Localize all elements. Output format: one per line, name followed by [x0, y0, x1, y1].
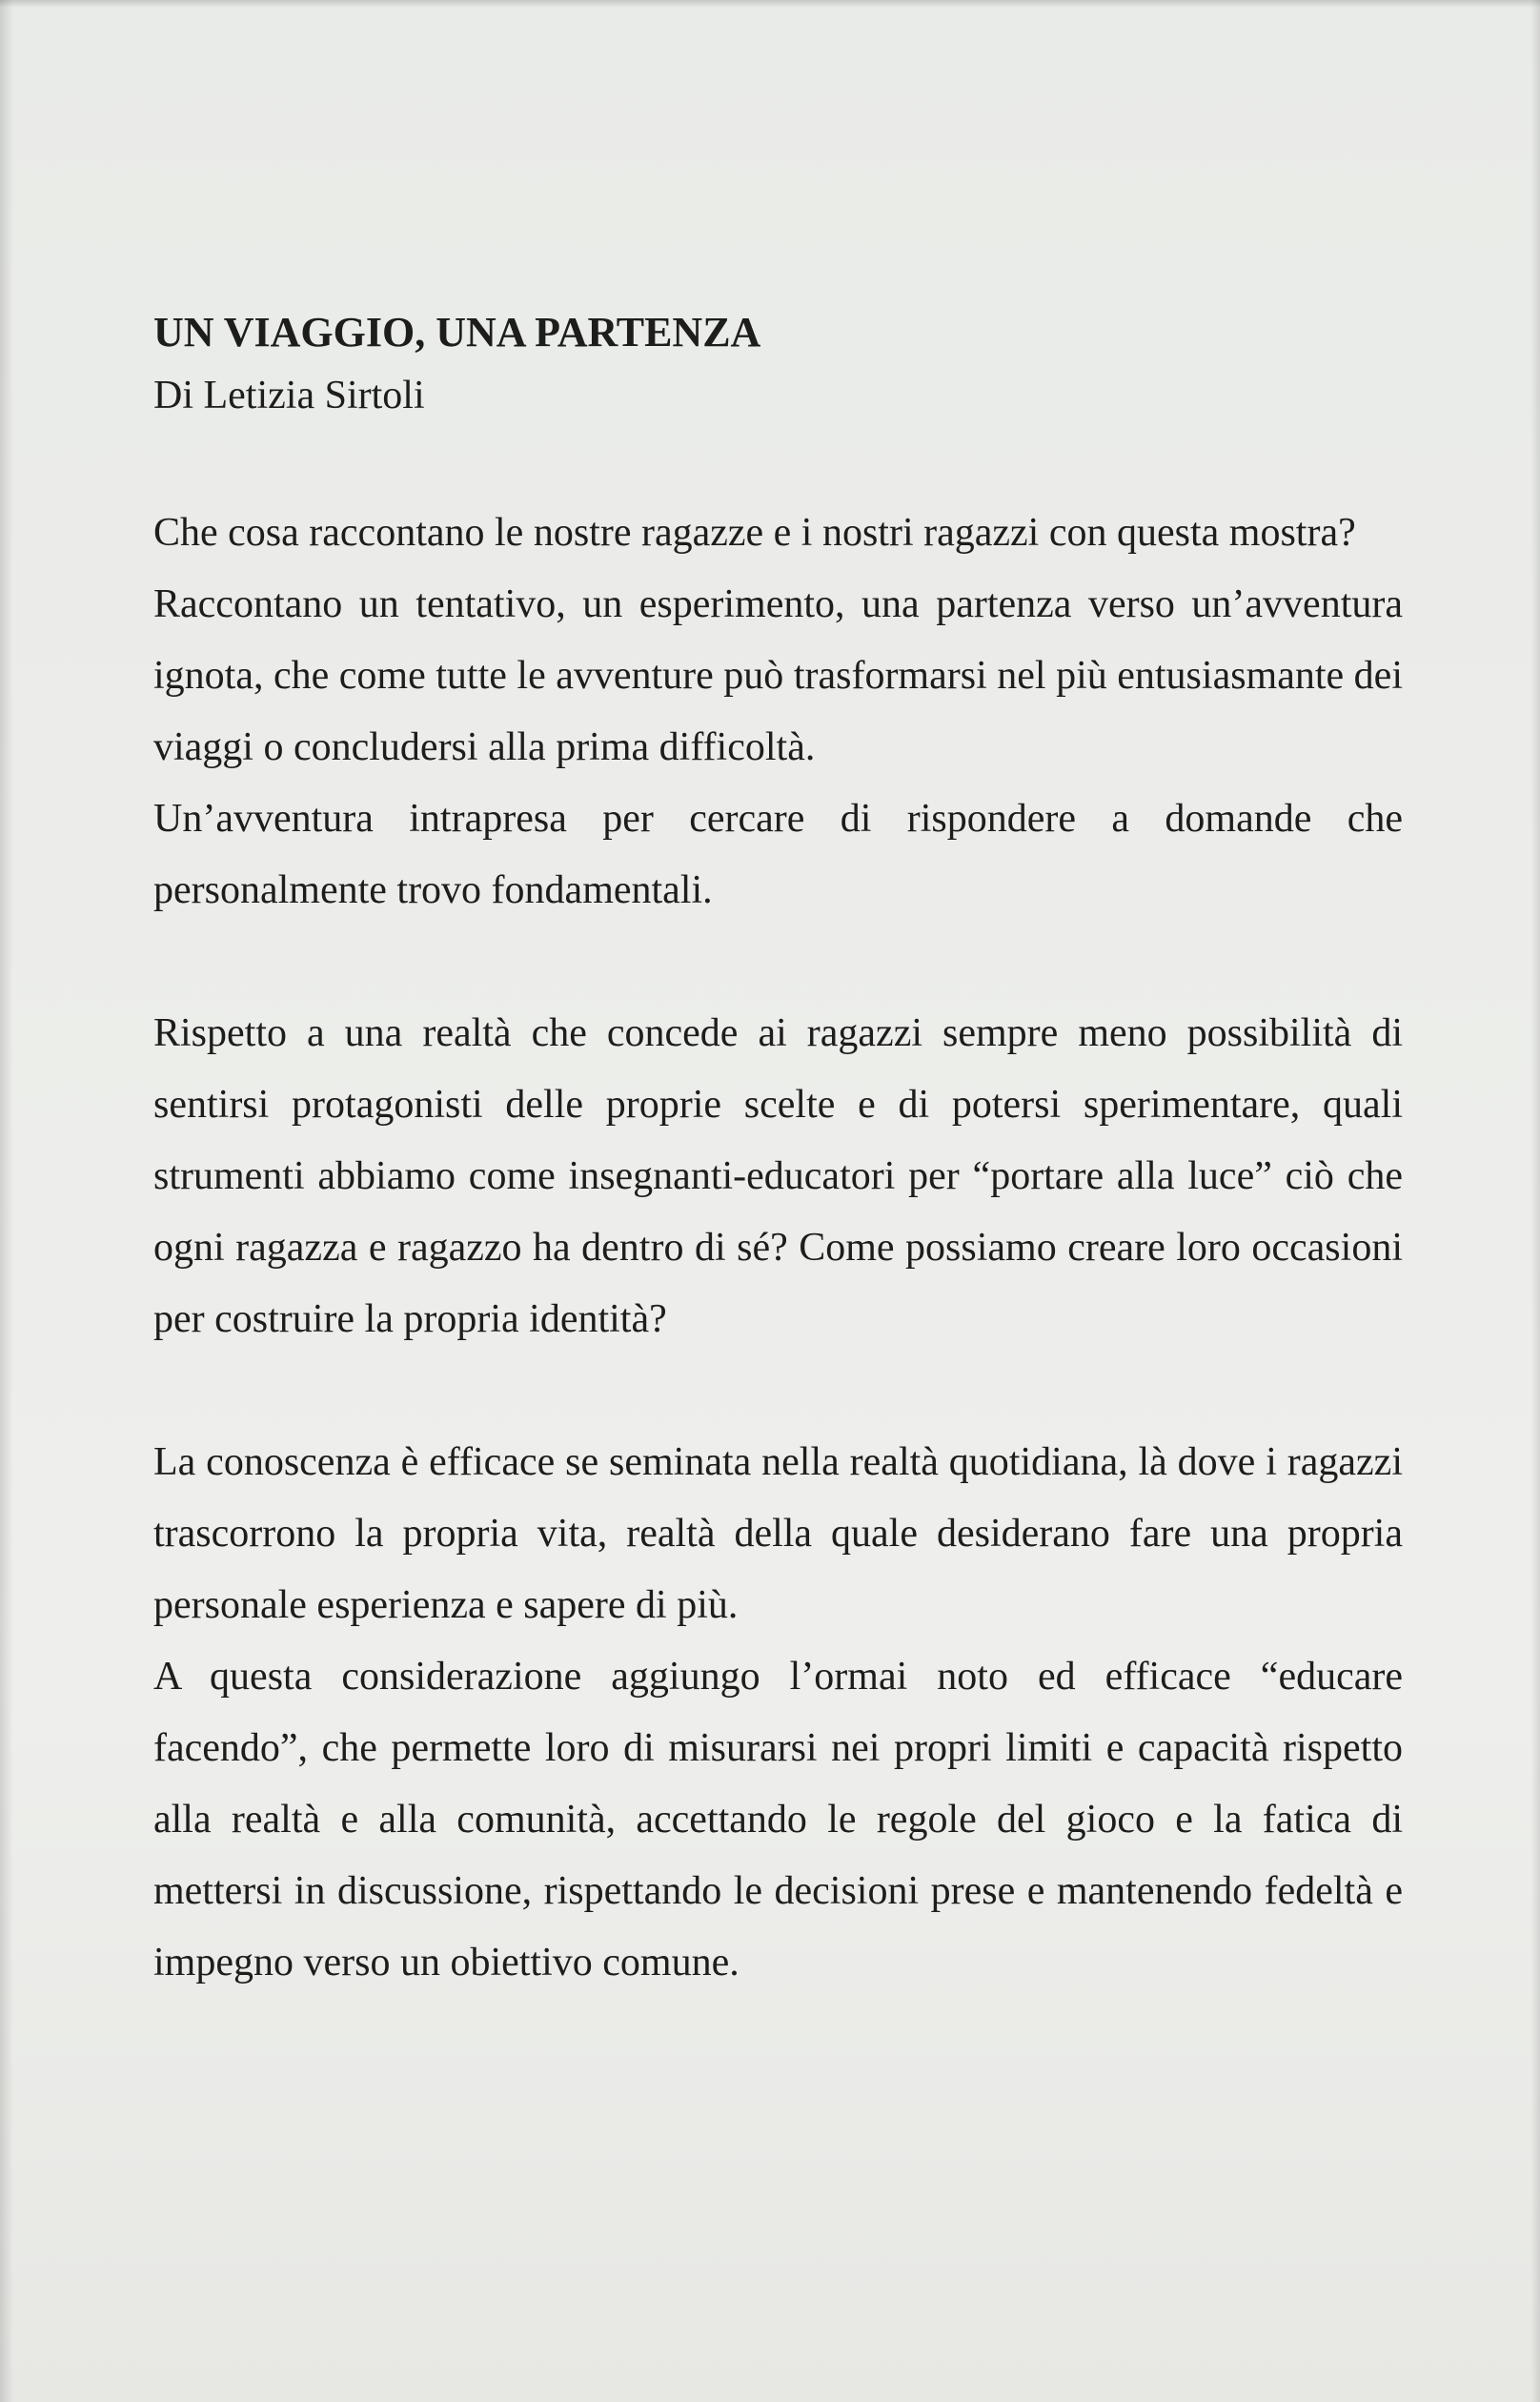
article-title: UN VIAGGIO, UNA PARTENZA	[153, 309, 761, 356]
article-author: Di Letizia Sirtoli	[153, 374, 425, 417]
paragraph-gap	[153, 1355, 1403, 1427]
paragraph-question: Che cosa raccontano le nostre ragazze e i nostri ragazzi con questa mostra?	[153, 511, 1356, 555]
page-right-shadow	[1530, 0, 1540, 2402]
page-top-shadow	[0, 0, 1540, 8]
paragraph-gap	[153, 926, 1403, 998]
article-body	[153, 303, 1403, 1999]
paragraph-knowledge: La conoscenza è efficace se seminata nella realtà quotidiana, là dove i ragazzi trascorrono la propria vita, realtà della quale desiderano fare una propria personale esperienza e sapere di più.	[153, 1440, 1403, 1627]
paragraph-educating: A questa considerazione aggiungo l’ormai noto ed efficace “educare facendo”, che permette loro di misurarsi nei propri limiti e capacità rispetto alla realtà e alla comunità, accettando le regole del gioco e la fatica di mettersi in discussione, rispettando le decisioni prese e mantenendo fedeltà e impegno verso un obiettivo comune.	[153, 1655, 1403, 1985]
paragraph-reality: Rispetto a una realtà che concede ai ragazzi sempre meno possibilità di sentirsi protagonisti delle proprie scelte e di potersi sperimentare, quali strumenti abbiamo come insegnanti-educatori per “portare alla luce” ciò che ogni ragazza e ragazzo ha dentro di sé? Come possiamo creare loro occasioni per costruire la propria identità?	[153, 1011, 1403, 1341]
paragraph-attempt: Raccontano un tentativo, un esperimento, una partenza verso un’avventura ignota, che come tutte le avventure può trasformarsi nel più entusiasmante dei viaggi o concludersi alla prima difficoltà.	[153, 582, 1403, 769]
paragraph-adventure: Un’avventura intrapresa per cercare di rispondere a domande che personalmente trovo fondamentali.	[153, 797, 1403, 912]
page-left-shadow	[0, 0, 13, 2402]
